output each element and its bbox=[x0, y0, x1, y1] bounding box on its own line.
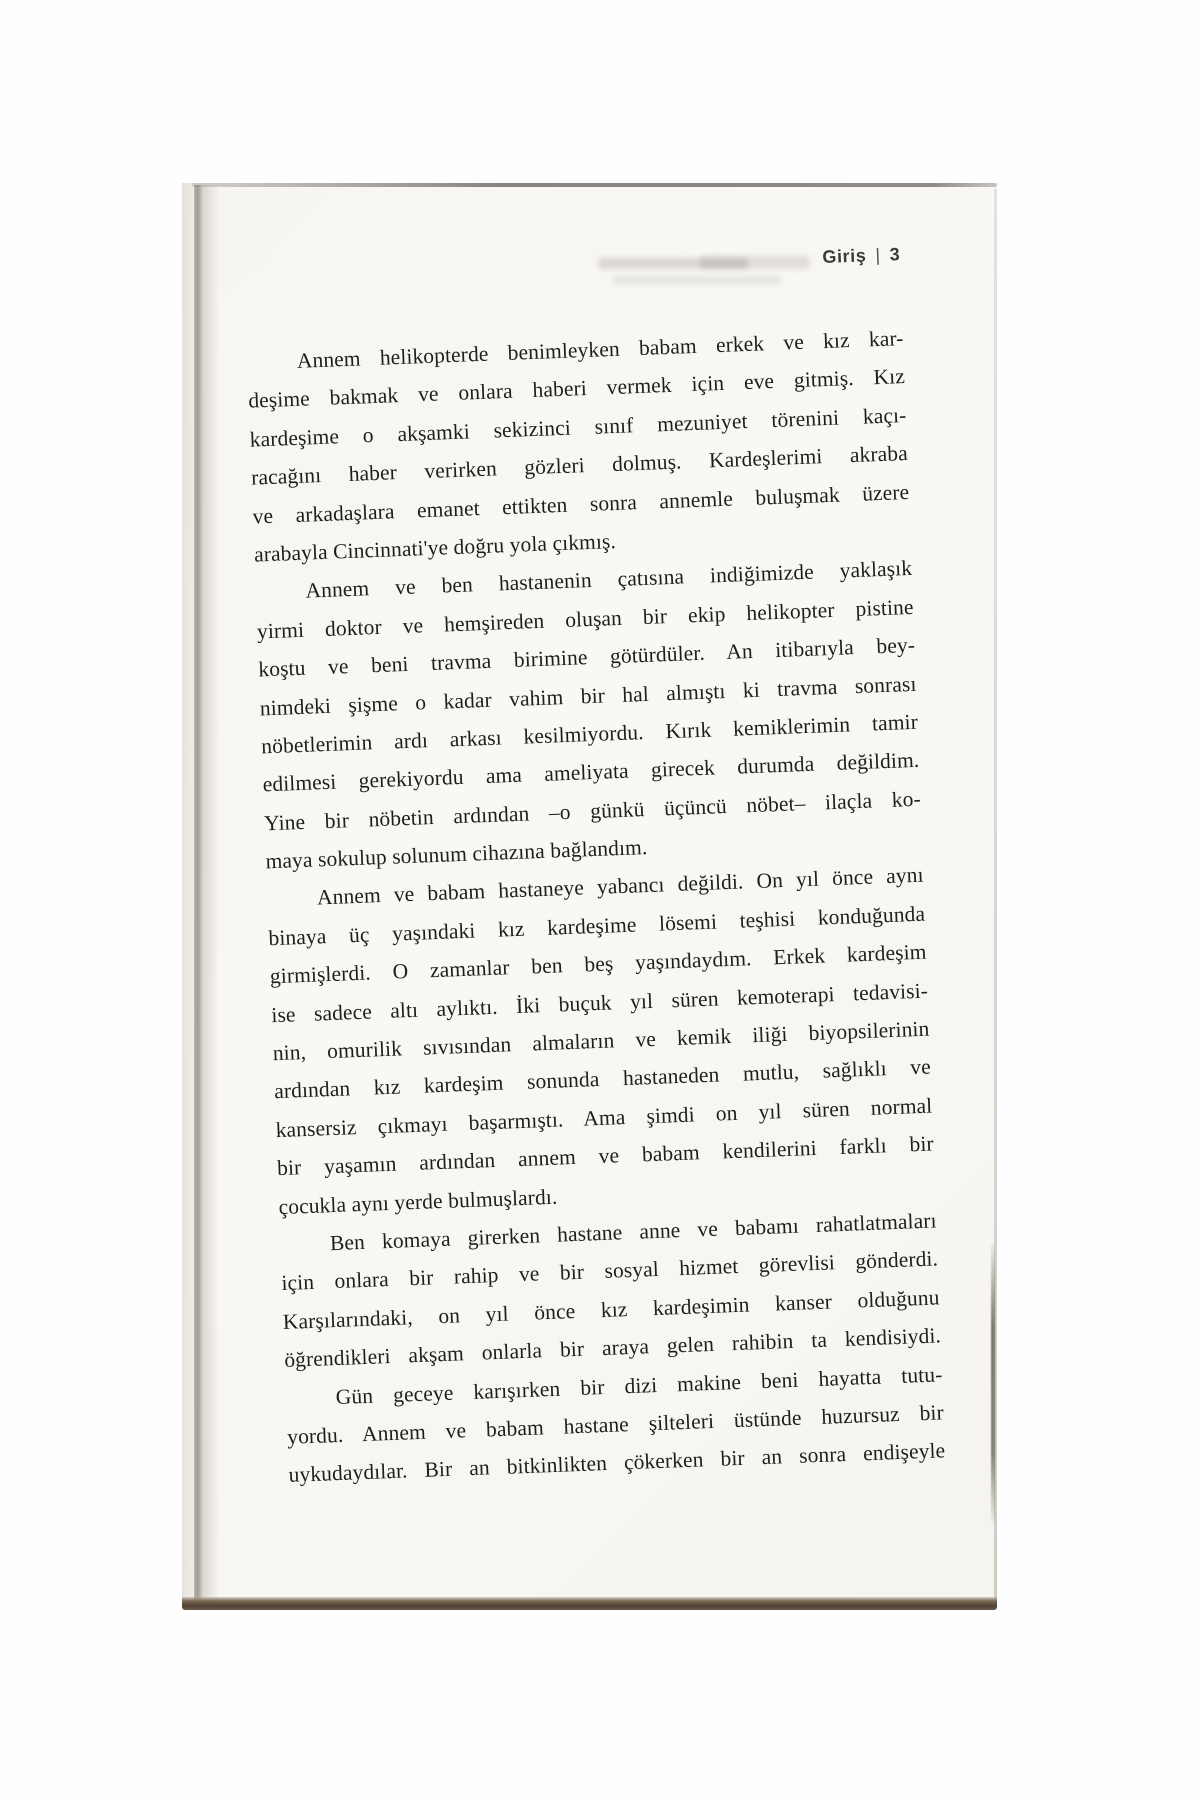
text-line: racağını haber verirken gözleri dolmuş. Kardeşlerimi akraba bbox=[250, 441, 909, 490]
text-line: edilmesi gerekiyordu ama ameliyata girecek durumda değildim. bbox=[262, 748, 920, 797]
text-line: koştu ve beni travma birimine götürdüler. An itibarıyla bey- bbox=[257, 632, 916, 682]
text-line: kardeşime o akşamki sekizinci sınıf mezuniyet törenini kaçı- bbox=[249, 402, 907, 452]
paragraph bbox=[285, 1355, 946, 1495]
paragraph bbox=[246, 319, 911, 574]
text-line: nöbetlerimin ardı arkası kesilmiyordu. Kırık kemiklerimin tamir bbox=[260, 709, 919, 759]
page-bottom-edge bbox=[182, 1597, 997, 1610]
text-line: arabayla Cincinnati'ye doğru yola çıkmış. bbox=[253, 528, 617, 567]
text-line: kansersiz çıkmayı başarmıştı. Ama şimdi on yıl süren normal bbox=[275, 1093, 933, 1142]
text-line: yordu. Annem ve babam hastane şilteleri üstünde huzursuz bir bbox=[286, 1400, 945, 1449]
text-line: bir yaşamın ardından annem ve babam kendilerini farklı bir bbox=[276, 1131, 935, 1181]
text-line: Annem helikopterde benimleyken babam erkek ve kız kar- bbox=[296, 326, 904, 373]
text-line: uykudaydılar. Bir an bitkinlikten çökerken bir an sonra endişeyle bbox=[288, 1438, 946, 1488]
text-line: nimdeki şişme o kadar vahim bir hal almıştı ki travma sonrası bbox=[259, 671, 917, 720]
text-line: yirmi doktor ve hemşireden oluşan bir ekip helikopter pistine bbox=[256, 594, 914, 644]
printed-text-block bbox=[243, 241, 946, 1495]
section-title: Giriş bbox=[822, 245, 867, 268]
text-line: için onlara bir rahip ve bir sosyal hizmet görevlisi gönderdi. bbox=[280, 1246, 939, 1296]
body-text bbox=[246, 319, 946, 1495]
text-line: Karşılarındaki, on yıl önce kız kardeşimin kanser olduğunu bbox=[282, 1285, 940, 1334]
text-line: binaya üç yaşındaki kız kardeşime lösemi teşhisi konduğunda bbox=[268, 901, 926, 951]
text-line: ve arkadaşlara emanet ettikten sonra annemle buluşmak üzere bbox=[252, 479, 910, 529]
text-line: Gün geceye karışırken bir dizi makine beni hayatta tutu- bbox=[335, 1361, 943, 1409]
page-right-edge-dark-line bbox=[991, 1243, 995, 1523]
page-number: 3 bbox=[889, 244, 901, 265]
text-line: girmişlerdi. O zamanlar ben beş yaşındaydım. Erkek kardeşim bbox=[269, 939, 927, 989]
text-line: öğrendikleri akşam onlarla bir araya gelen rahibin ta kendisiydi. bbox=[283, 1323, 942, 1373]
header-separator: | bbox=[875, 244, 882, 266]
text-line: nin, omurilik sıvısından almaların ve kemik iliği biyopsilerinin bbox=[272, 1016, 930, 1066]
paragraph bbox=[266, 856, 935, 1226]
text-line: Annem ve ben hastanenin çatısına indiğimizde yaklaşık bbox=[305, 556, 913, 604]
page-top-edge bbox=[192, 183, 997, 187]
text-line: maya sokulup solunum cihazına bağlandım. bbox=[265, 835, 648, 874]
paragraph bbox=[279, 1201, 941, 1379]
paragraph bbox=[255, 549, 923, 881]
text-line: Yine bir nöbetin ardından –o günkü üçüncü nöbet– ilaçla ko- bbox=[263, 786, 922, 836]
text-line: çocukla aynı yerde bulmuşlardı. bbox=[278, 1184, 558, 1219]
text-line: Annem ve babam hastaneye yabancı değildi. On yıl önce aynı bbox=[316, 863, 925, 910]
text-line: deşime bakmak ve onlara haberi vermek için eve gitmiş. Kız bbox=[247, 364, 906, 414]
text-line: ise sadece altı aylıktı. İki buçuk yıl süren kemoterapi tedavisi- bbox=[270, 978, 929, 1027]
page-left-edge-shadow bbox=[194, 185, 220, 1604]
text-line: ardından kız kardeşim sonunda hastaneden mutlu, sağlıklı ve bbox=[273, 1054, 932, 1104]
text-line: Ben komaya girerken hastane anne ve babamı rahatlatmaları bbox=[329, 1208, 937, 1256]
